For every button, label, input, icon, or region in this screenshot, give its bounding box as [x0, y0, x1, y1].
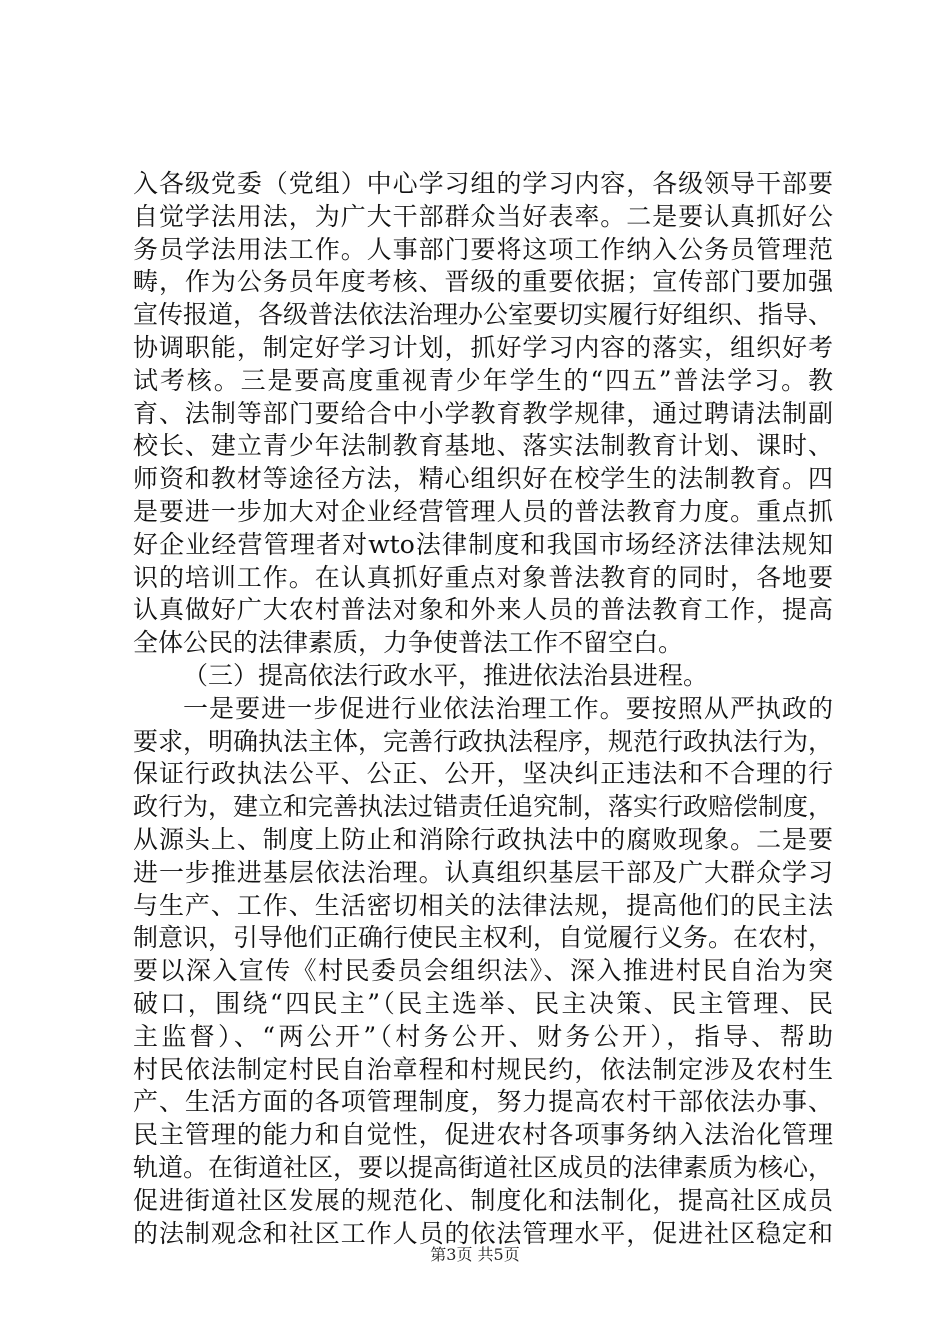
text-line: 民主管理的能力和自觉性，促进农村各项事务纳入法治化管理: [133, 1120, 833, 1150]
text-line: 村民依法制定村民自治章程和村规民约，依法制定涉及农村生: [133, 1054, 833, 1084]
text-line: 宣传报道，各级普法依法治理办公室要切实履行好组织、指导、: [133, 300, 833, 330]
text-line: 校长、建立青少年法制教育基地、落实法制教育计划、课时、: [133, 431, 833, 461]
text-line: 保证行政执法公平、公正、公开，坚决纠正违法和不合理的行: [133, 759, 833, 789]
text-line: 是要进一步加大对企业经营管理人员的普法教育力度。重点抓: [133, 496, 833, 526]
text-line: 畴，作为公务员年度考核、晋级的重要依据；宣传部门要加强: [133, 267, 833, 297]
text-line: 政行为，建立和完善执法过错责任追究制，落实行政赔偿制度，: [133, 792, 833, 822]
text-line: 自觉学法用法，为广大干部群众当好表率。二是要认真抓好公: [133, 201, 833, 231]
text-line: 与生产、工作、生活密切相关的法律法规，提高他们的民主法: [133, 890, 833, 920]
document-body: [133, 168, 833, 1250]
text-line: 入各级党委（党组）中心学习组的学习内容，各级领导干部要: [133, 169, 833, 198]
text-line: 全体公民的法律素质，力争使普法工作不留空白。: [133, 628, 684, 658]
text-line: 破口，围绕“四民主”（民主选举、民主决策、民主管理、民: [133, 988, 833, 1018]
text-line: 一是要进一步促进行业依法治理工作。要按照从严执政的: [183, 693, 833, 723]
text-line: 识的培训工作。在认真抓好重点对象普法教育的同时，各地要: [133, 562, 833, 592]
text-line: 试考核。三是要高度重视青少年学生的“四五”普法学习。教: [133, 365, 833, 395]
text-line: 产、生活方面的各项管理制度，努力提高农村干部依法办事、: [133, 1087, 833, 1117]
section-heading: （三）提高依法行政水平，推进依法治县进程。: [183, 660, 709, 690]
text-line: 从源头上、制度上防止和消除行政执法中的腐败现象。二是要: [133, 824, 833, 854]
text-line: 育、法制等部门要给合中小学教育教学规律，通过聘请法制副: [133, 398, 833, 428]
text-line: 轨道。在街道社区，要以提高街道社区成员的法律素质为核心，: [133, 1152, 833, 1182]
text-line: 的法制观念和社区工作人员的依法管理水平，促进社区稳定和: [133, 1218, 833, 1248]
text-line: 好企业经营管理者对wto法律制度和我国市场经济法律法规知: [133, 529, 833, 559]
text-line: 主监督）、“两公开”（村务公开、财务公开），指导、帮助: [133, 1021, 833, 1051]
text-line: 要求，明确执法主体，完善行政执法程序，规范行政执法行为，: [133, 726, 833, 756]
text-line: 促进街道社区发展的规范化、制度化和法制化，提高社区成员: [133, 1185, 833, 1215]
text-line: 务员学法用法工作。人事部门要将这项工作纳入公务员管理范: [133, 234, 833, 264]
text-line: 制意识，引导他们正确行使民主权利，自觉履行义务。在农村，: [133, 923, 833, 953]
text-line: 进一步推进基层依法治理。认真组织基层干部及广大群众学习: [133, 857, 833, 887]
text-line: 协调职能，制定好学习计划，抓好学习内容的落实，组织好考: [133, 332, 833, 362]
text-line: 认真做好广大农村普法对象和外来人员的普法教育工作，提高: [133, 595, 833, 625]
text-line: 要以深入宣传《村民委员会组织法》、深入推进村民自治为突: [133, 956, 833, 986]
page-number-footer: 第3页 共5页: [430, 1245, 520, 1264]
text-line: 师资和教材等途径方法，精心组织好在校学生的法制教育。四: [133, 464, 833, 494]
